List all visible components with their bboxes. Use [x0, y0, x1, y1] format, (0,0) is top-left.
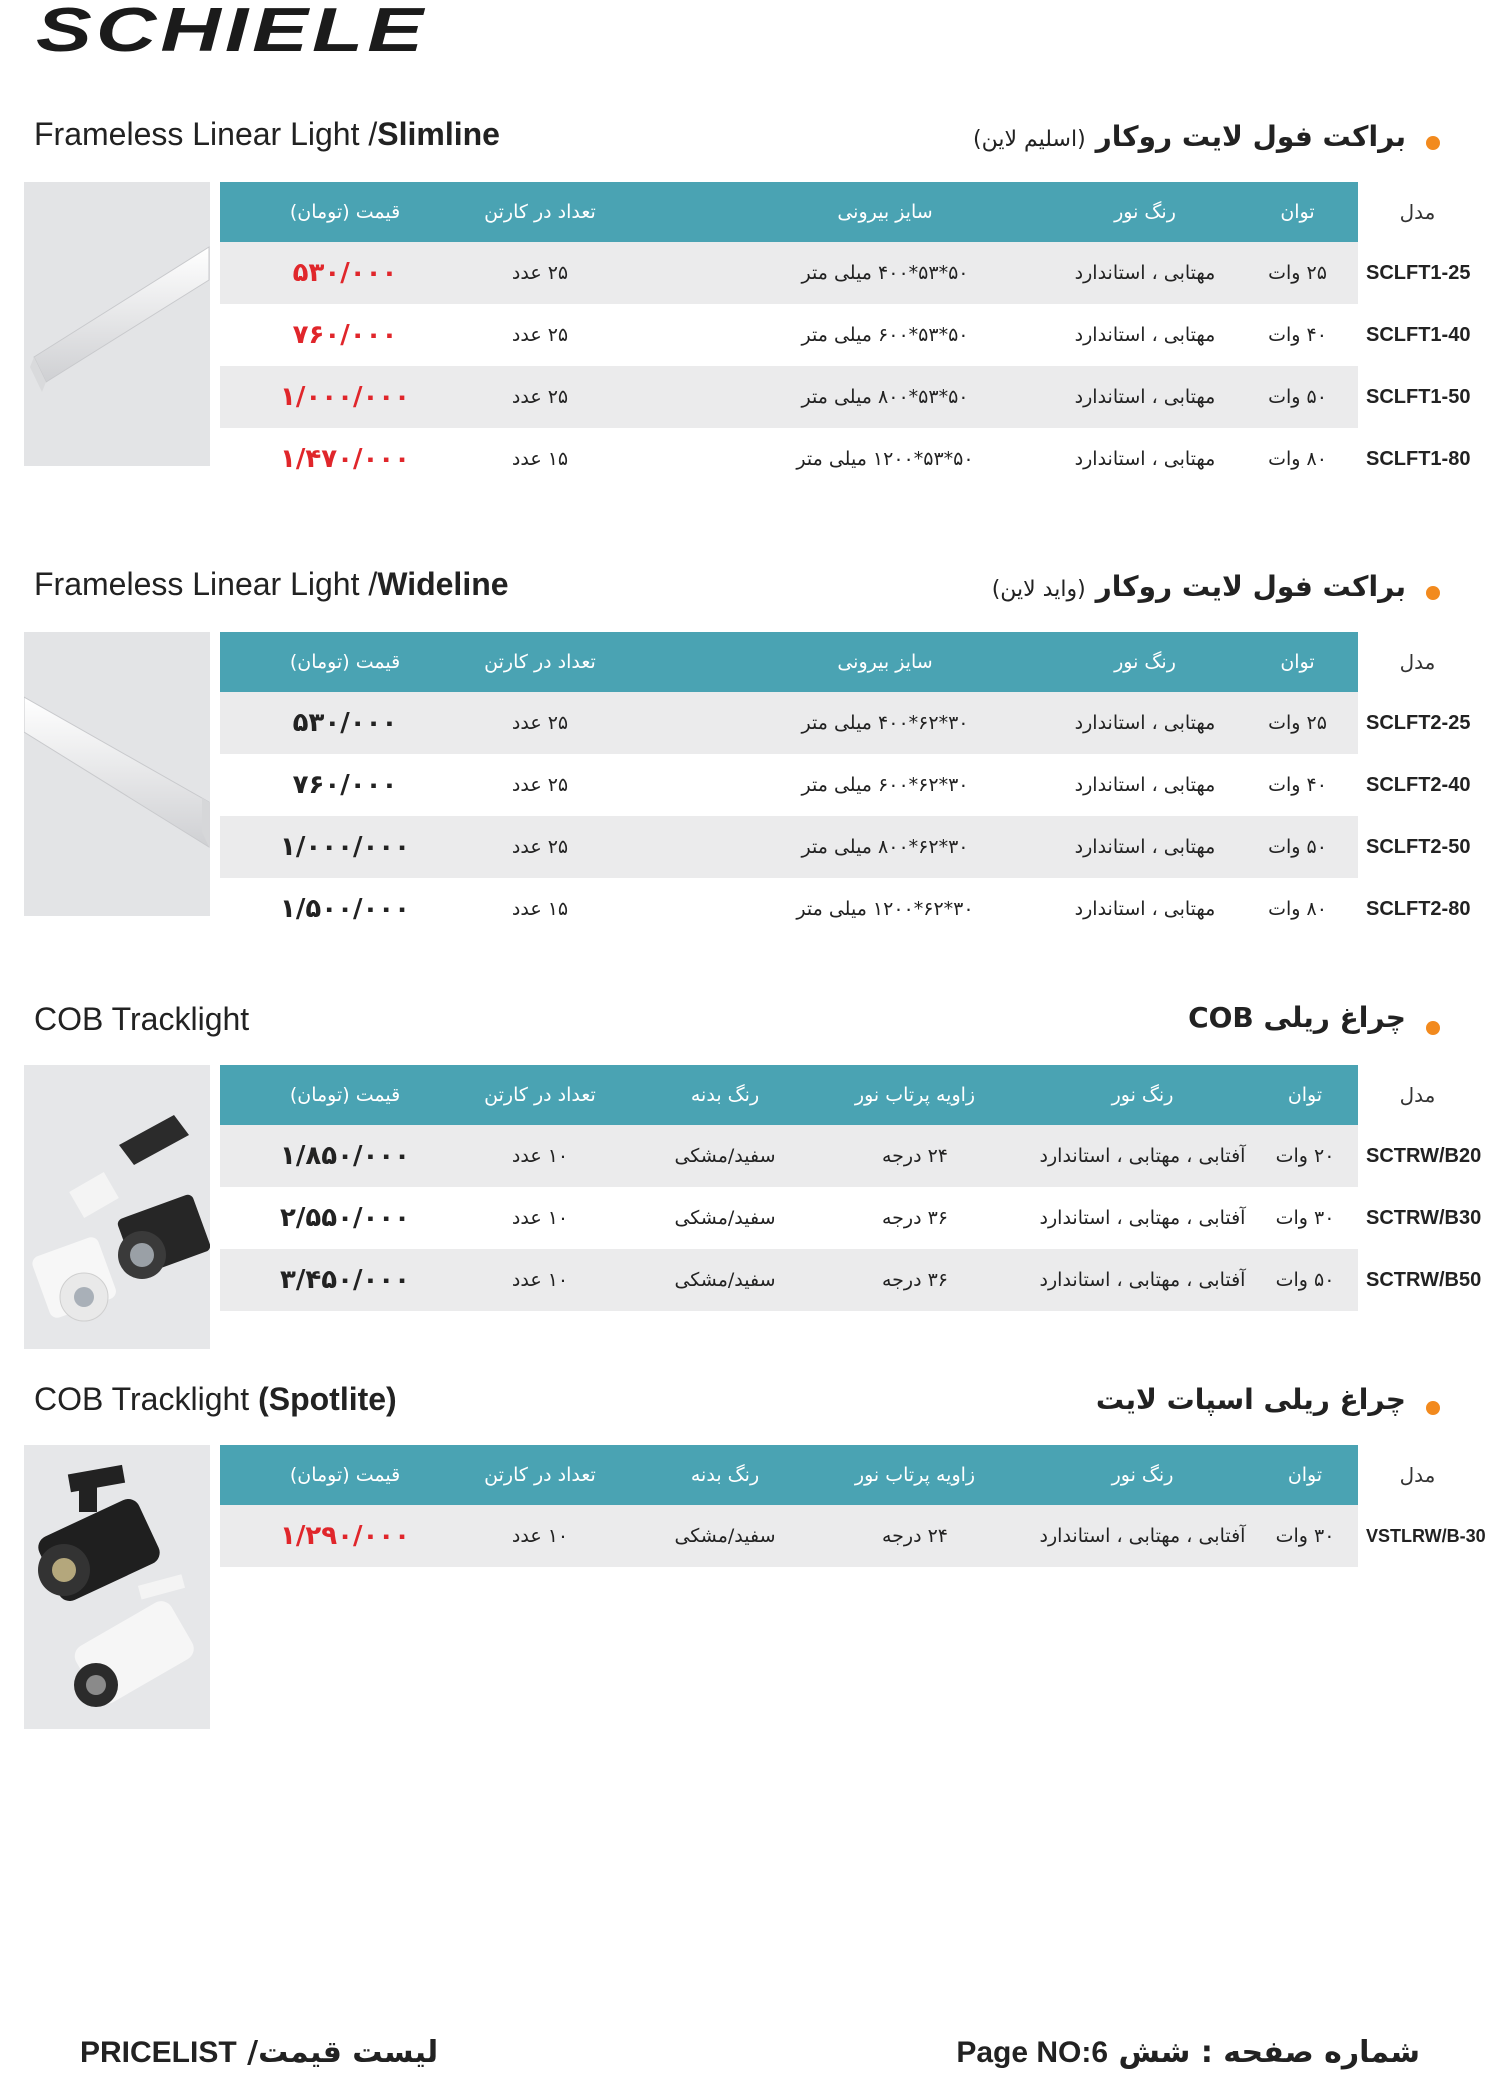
- bullet-icon: [1426, 136, 1440, 150]
- table-row: ۱/۸۵۰/۰۰۰ ۱۰ عدد سفید/مشکی ۲۴ درجه آفتابی ، مهتابی ، استاندارد ۲۰ وات SCTRW/B20: [220, 1125, 1358, 1187]
- table-header: قیمت (تومان) تعداد در کارتن سایز بیرونی رنگ نور توان مدل: [220, 182, 1358, 242]
- table-row: ۷۶۰/۰۰۰ ۲۵ عدد ۵۰*۵۳*۶۰۰ میلی متر مهتابی ، استاندارد ۴۰ وات SCLFT1-40: [292, 320, 1471, 350]
- product-photo-cob-tracklight: [24, 1065, 210, 1349]
- brand-logo: SCHIELE: [36, 0, 428, 65]
- table-header: قیمت (تومان) تعداد در کارتن رنگ بدنه زاویه پرتاب نور رنگ نور توان مدل: [220, 1445, 1358, 1505]
- price-table-cob-tracklight: [220, 1065, 1482, 1311]
- table-row: ۲/۵۵۰/۰۰۰ ۱۰ عدد سفید/مشکی ۳۶ درجه آفتابی ، مهتابی ، استاندارد ۳۰ وات SCTRW/B30: [279, 1203, 1482, 1233]
- price-table-slimline: [220, 182, 1475, 490]
- table-header: قیمت (تومان) تعداد در کارتن سایز بیرونی رنگ نور توان مدل: [220, 632, 1358, 692]
- section-title-fa: براکت فول لایت روکار(اسلیم لاین): [972, 120, 1406, 153]
- table-row: ۱/۵۰۰/۰۰۰ ۱۵ عدد ۳۰*۶۲*۱۲۰۰ میلی متر مهتابی ، استاندارد ۸۰ وات SCLFT2-80: [279, 894, 1471, 924]
- product-photo-wideline: [24, 632, 210, 916]
- section-title-en: Frameless Linear Light /Wideline: [34, 566, 509, 602]
- product-photo-cob-spotlite: [24, 1445, 210, 1729]
- table-row: ۱/۴۷۰/۰۰۰ ۱۵ عدد ۵۰*۵۳*۱۲۰۰ میلی متر مهتابی ، استاندارد ۸۰ وات SCLFT1-80: [279, 444, 1471, 474]
- footer-page-number: Page NO:6 شماره صفحه : شش: [956, 2035, 1420, 2070]
- section-title-fa: چراغ ریلی COB: [1188, 1001, 1406, 1034]
- table-row: ۳/۴۵۰/۰۰۰ ۱۰ عدد سفید/مشکی ۳۶ درجه آفتابی ، مهتابی ، استاندارد ۵۰ وات SCTRW/B50: [220, 1249, 1358, 1311]
- price-table-wideline: [220, 632, 1475, 940]
- table-row: ۵۳۰/۰۰۰ ۲۵ عدد ۳۰*۶۲*۴۰۰ میلی متر مهتابی ، استاندارد ۲۵ وات SCLFT2-25: [220, 692, 1358, 754]
- section-title-fa: چراغ ریلی اسپات لایت: [1095, 1383, 1406, 1416]
- section-title-en: COB Tracklight: [34, 1001, 250, 1037]
- bullet-icon: [1426, 586, 1440, 600]
- bullet-icon: [1426, 1021, 1440, 1035]
- price-table-cob-spotlite: [220, 1445, 1486, 1567]
- footer-pricelist: PRICELIST لیست قیمت/: [80, 2035, 439, 2070]
- table-row: ۱/۰۰۰/۰۰۰ ۲۵ عدد ۳۰*۶۲*۸۰۰ میلی متر مهتابی ، استاندارد ۵۰ وات SCLFT2-50: [220, 816, 1358, 878]
- table-header: قیمت (تومان) تعداد در کارتن رنگ بدنه زاویه پرتاب نور رنگ نور توان مدل: [220, 1065, 1358, 1125]
- table-row: ۱/۰۰۰/۰۰۰ ۲۵ عدد ۵۰*۵۳*۸۰۰ میلی متر مهتابی ، استاندارد ۵۰ وات SCLFT1-50: [220, 366, 1358, 428]
- table-row: ۷۶۰/۰۰۰ ۲۵ عدد ۳۰*۶۲*۶۰۰ میلی متر مهتابی ، استاندارد ۴۰ وات SCLFT2-40: [292, 770, 1471, 800]
- product-photo-slimline: [24, 182, 210, 466]
- table-row: ۵۳۰/۰۰۰ ۲۵ عدد ۵۰*۵۳*۴۰۰ میلی متر مهتابی ، استاندارد ۲۵ وات SCLFT1-25: [220, 242, 1358, 304]
- bullet-icon: [1426, 1401, 1440, 1415]
- section-title-en: COB Tracklight (Spotlite): [34, 1381, 397, 1417]
- section-title-en: Frameless Linear Light /Slimline: [34, 116, 500, 152]
- section-title-fa: براکت فول لایت روکار(واید لاین): [991, 570, 1406, 603]
- table-row: ۱/۲۹۰/۰۰۰ ۱۰ عدد سفید/مشکی ۲۴ درجه آفتابی ، مهتابی ، استاندارد ۳۰ وات VSTLRW/B-30: [220, 1505, 1358, 1567]
